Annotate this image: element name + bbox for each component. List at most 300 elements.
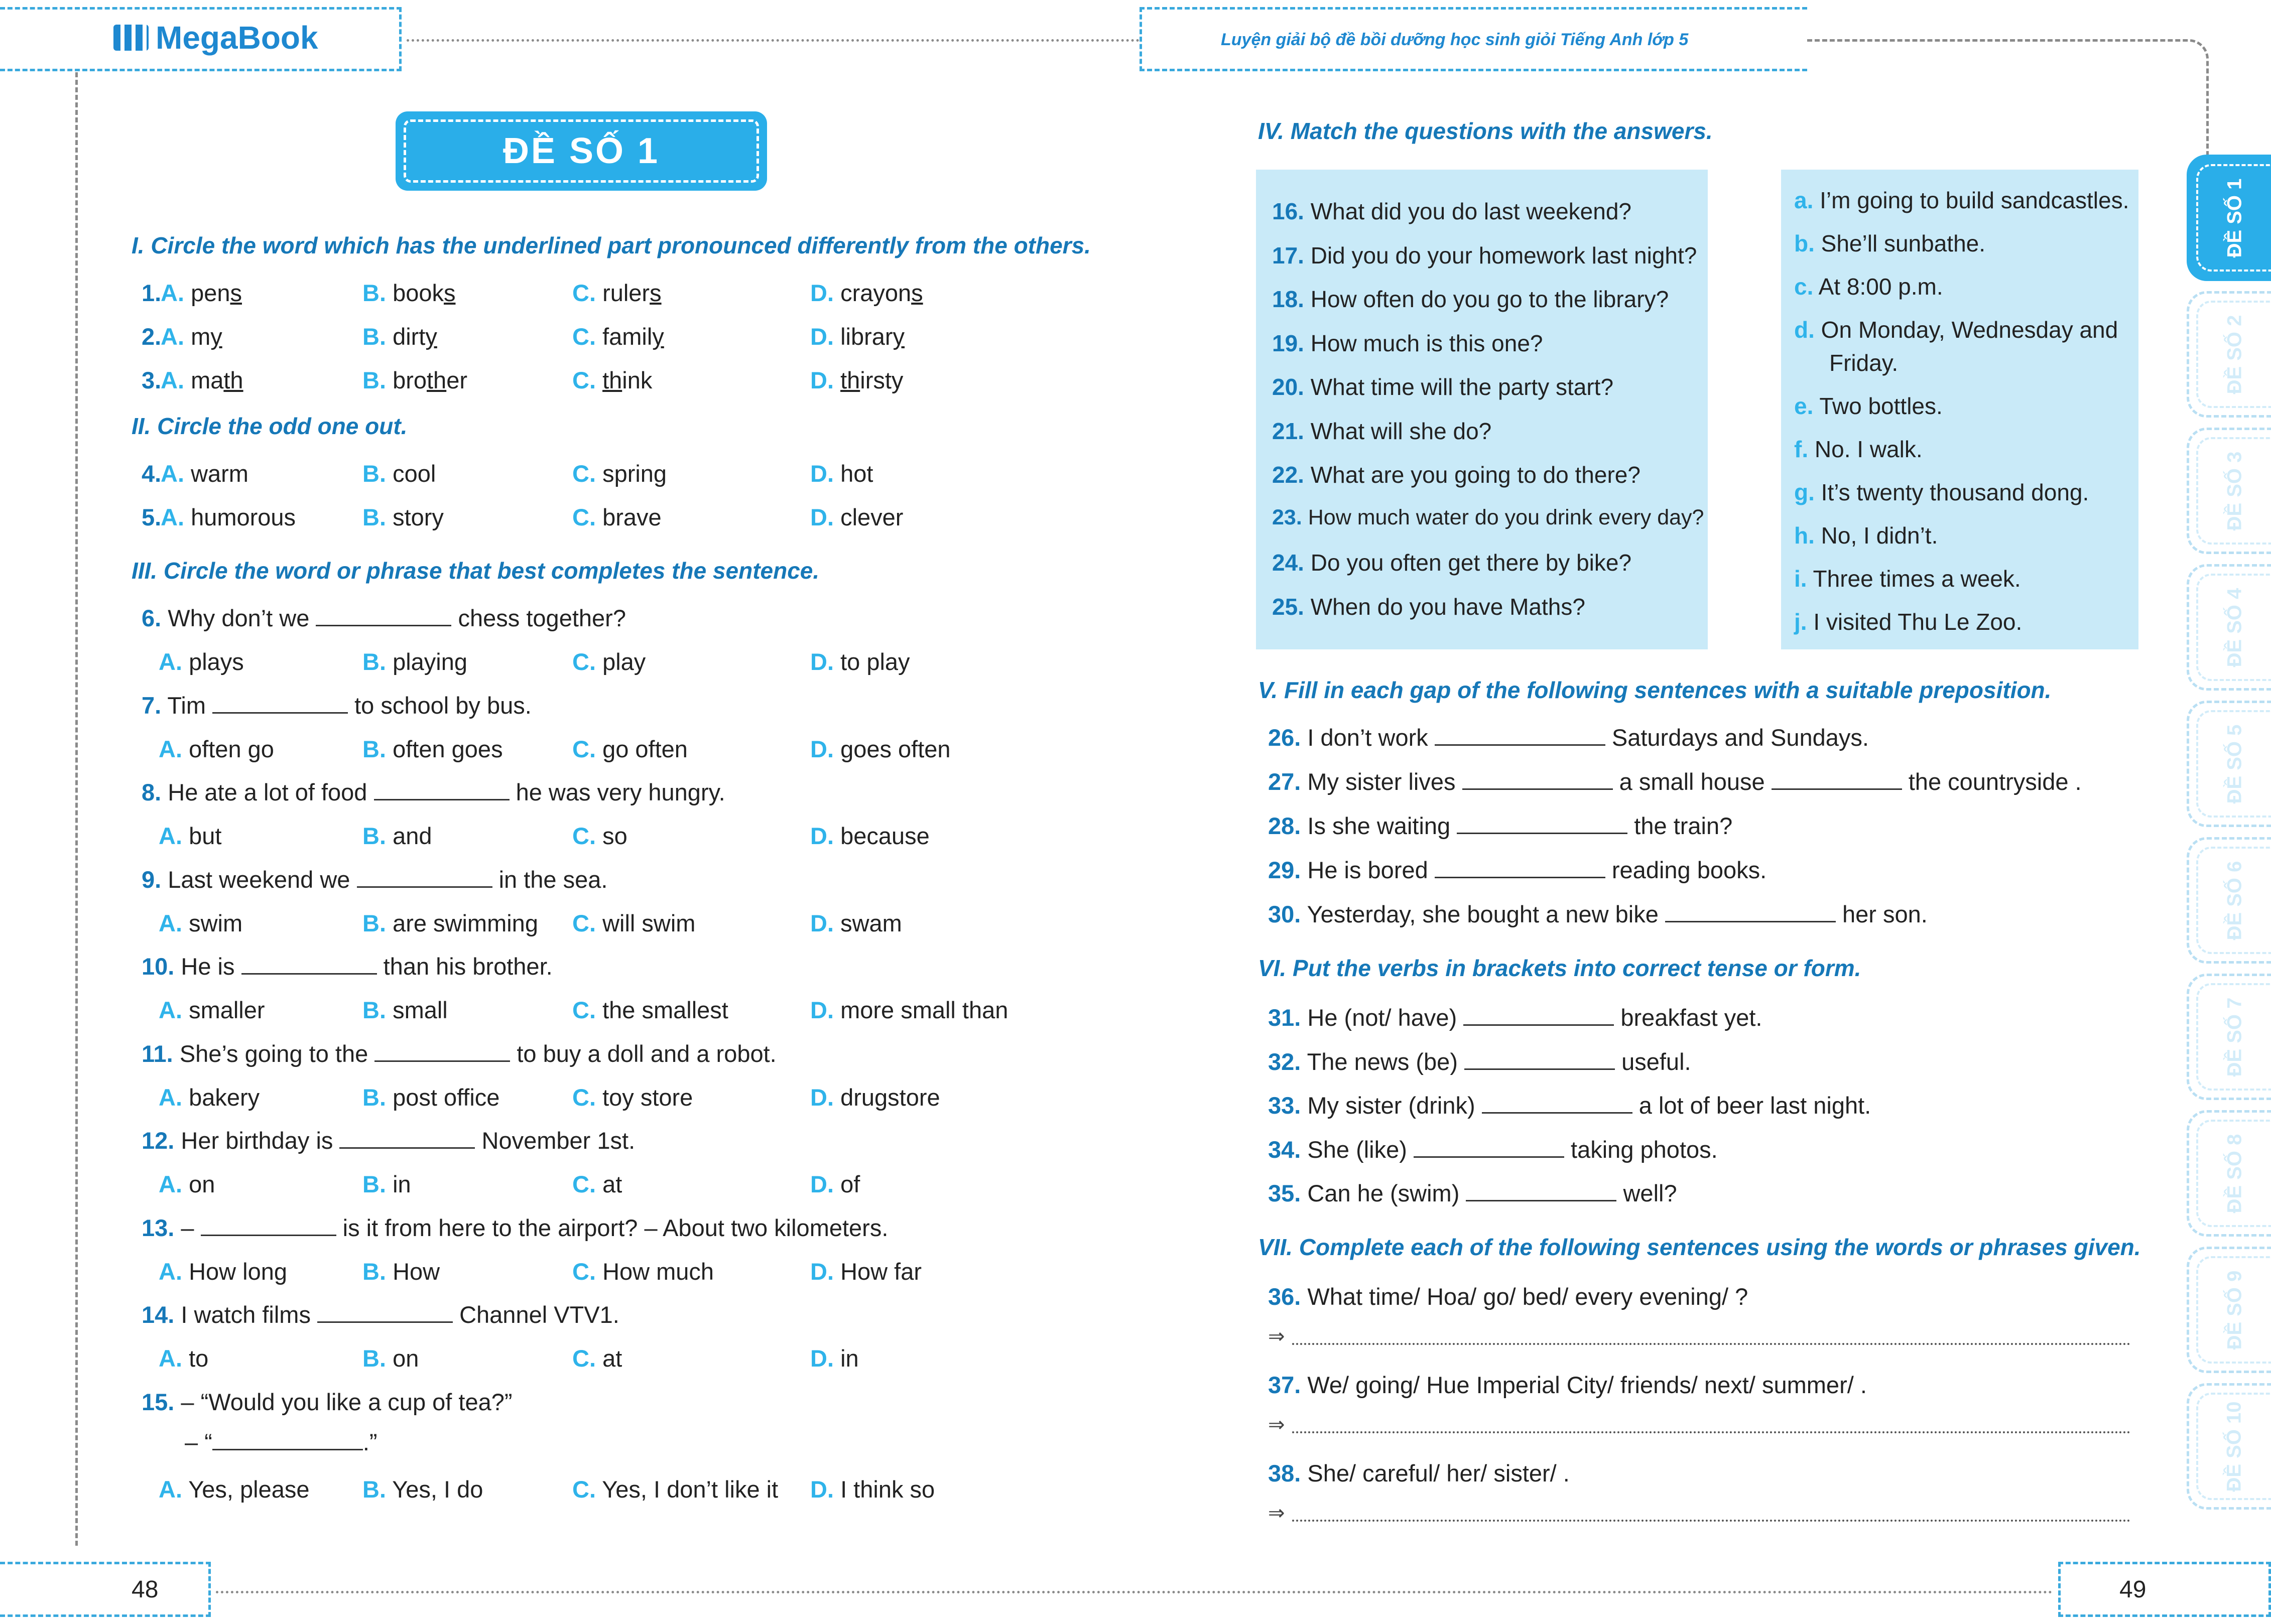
option-d[interactable] [810, 503, 903, 531]
option-b[interactable] [362, 909, 538, 937]
match-question [1272, 330, 1543, 357]
question-text: When do you have Maths? [1310, 593, 1585, 620]
question-number: 36. [1268, 1283, 1301, 1310]
option-b[interactable] [362, 822, 432, 850]
stem-text: – “Would you like a cup of tea?” [181, 1389, 513, 1415]
option-text: and [393, 823, 432, 849]
word-part: er [446, 367, 467, 393]
question-stem [1268, 856, 1767, 884]
question-number: 14. [142, 1301, 175, 1328]
question-number: 12. [142, 1127, 175, 1154]
tab-exam-8[interactable] [2187, 1110, 2271, 1237]
answer-blank[interactable] [1772, 788, 1902, 790]
stem-text: Can he (swim) [1307, 1180, 1460, 1206]
option-a[interactable] [161, 366, 243, 394]
option-c[interactable] [572, 996, 728, 1024]
question-text: How much is this one? [1310, 330, 1543, 356]
match-question [1272, 505, 1704, 530]
question-number: 9. [142, 866, 162, 893]
option-b[interactable] [362, 735, 503, 763]
answer-blank[interactable] [1435, 877, 1605, 878]
tab-exam-5[interactable] [2187, 701, 2271, 827]
answer-blank[interactable] [357, 886, 492, 888]
arrow-icon: ⇒ [1268, 1414, 1285, 1436]
stem-text: I don’t work [1307, 724, 1428, 751]
tab-exam-2[interactable] [2187, 291, 2271, 418]
question-stem [1268, 1283, 1748, 1310]
answer-letter: h. [1794, 522, 1815, 549]
option-letter: D. [810, 323, 834, 350]
question-stem [142, 1214, 888, 1242]
option-a[interactable] [159, 648, 244, 675]
option-text: How far [840, 1258, 922, 1285]
match-answer [1794, 565, 2021, 592]
question-number: 18. [1272, 286, 1304, 312]
tab-label: ĐỀ SỐ 7 [2223, 997, 2245, 1076]
section-2-heading: II. Circle the odd one out. [132, 413, 408, 439]
option-letter: B. [362, 504, 386, 530]
option-d[interactable] [810, 1170, 860, 1198]
option-letter: A. [161, 323, 184, 350]
option-a[interactable] [159, 822, 221, 850]
answer-line[interactable] [1268, 1502, 2130, 1525]
question-number: 24. [1272, 550, 1304, 576]
tab-exam-1[interactable] [2187, 155, 2271, 281]
question-number: 38. [1268, 1460, 1301, 1486]
option-letter: A. [159, 648, 182, 675]
stem-text: Yesterday, she bought a new bike [1307, 901, 1659, 927]
option-a[interactable] [161, 323, 222, 350]
tab-frame [2196, 710, 2271, 818]
option-text: playing [393, 648, 468, 675]
question-stem [142, 1388, 513, 1416]
option-a[interactable] [161, 503, 296, 531]
stem-text: We/ going/ Hue Imperial City/ friends/ next/ summer/ . [1307, 1372, 1867, 1398]
answer-blank[interactable] [1665, 921, 1836, 922]
option-letter: D. [810, 823, 834, 849]
option-text: How much [602, 1258, 714, 1285]
answer-blank[interactable] [212, 712, 348, 714]
option-d[interactable] [810, 822, 930, 850]
question-number: 28. [1268, 813, 1301, 839]
word-part: dirt [393, 323, 426, 350]
option-letter: D. [810, 504, 834, 530]
question-number: 33. [1268, 1092, 1301, 1119]
tab-exam-10[interactable] [2187, 1383, 2271, 1510]
stem-text: Channel VTV1. [459, 1301, 619, 1328]
stem-text: her son. [1842, 901, 1928, 927]
option-a[interactable] [159, 1475, 310, 1503]
answer-blank[interactable] [241, 973, 377, 975]
match-question [1272, 418, 1491, 445]
tab-label: ĐỀ SỐ 3 [2223, 451, 2245, 530]
stem-text: taking photos. [1571, 1136, 1718, 1163]
answer-blank[interactable] [374, 799, 510, 800]
underlined-part: y [893, 323, 905, 350]
answer-letter: i. [1794, 566, 1807, 592]
option-text: at [602, 1171, 622, 1197]
option-c[interactable] [572, 460, 667, 487]
stem-text: the train? [1634, 813, 1733, 839]
option-text: often goes [393, 735, 503, 762]
stem-text: to buy a doll and a robot. [517, 1040, 777, 1067]
question-number: 21. [1272, 418, 1304, 444]
option-text: goes often [840, 735, 951, 762]
stem-text: chess together? [458, 605, 626, 631]
option-letter: C. [572, 997, 596, 1023]
option-letter: C. [572, 1258, 596, 1285]
option-letter: D. [810, 460, 834, 487]
option-letter: B. [362, 460, 386, 487]
title-badge-frame [404, 119, 759, 183]
option-text: of [840, 1171, 860, 1197]
option-letter: B. [362, 735, 386, 762]
stem-text: breakfast yet. [1620, 1004, 1762, 1031]
option-a[interactable] [159, 735, 274, 763]
question-text: What did you do last weekend? [1310, 198, 1632, 224]
option-letter: D. [810, 1171, 834, 1197]
option-text: so [602, 823, 627, 849]
word-part: ruler [602, 280, 650, 306]
dotted-fill [1292, 1507, 2130, 1522]
match-answer [1794, 187, 2129, 214]
option-c[interactable] [572, 1170, 622, 1198]
exam-title: ĐỀ SỐ 1 [502, 131, 660, 171]
stem-text: Saturdays and Sundays. [1611, 724, 1869, 751]
match-question [1272, 373, 1613, 400]
answer-letter: j. [1794, 609, 1807, 635]
left-footer-box [0, 1562, 211, 1617]
question-stem [142, 604, 626, 632]
answer-blank[interactable] [1462, 788, 1613, 790]
underlined-part: s [650, 280, 662, 306]
stem-text: – [181, 1214, 194, 1241]
answer-blank[interactable] [1466, 1200, 1616, 1201]
option-letter: C. [572, 909, 596, 936]
option-letter: D. [810, 1476, 834, 1503]
word-part: bro [393, 367, 427, 393]
option-c[interactable] [572, 909, 695, 937]
option-a[interactable] [159, 1344, 208, 1372]
answer-line [185, 1428, 377, 1456]
option-b[interactable] [362, 1344, 419, 1372]
question-stem [142, 1301, 619, 1328]
option-d[interactable] [810, 279, 923, 307]
page-number-right: 49 [2119, 1576, 2147, 1603]
underlined-part: th [602, 367, 622, 393]
tab-label: ĐỀ SỐ 8 [2223, 1134, 2245, 1213]
right-footer-box [2058, 1562, 2271, 1617]
option-c[interactable] [572, 1084, 693, 1111]
tab-label: ĐỀ SỐ 1 [2223, 178, 2245, 257]
tab-frame [2196, 1393, 2271, 1500]
question-stem [1268, 1004, 1762, 1031]
option-b[interactable] [362, 323, 437, 350]
option-c[interactable] [572, 735, 688, 763]
stem-text: My sister (drink) [1307, 1092, 1475, 1119]
option-d[interactable] [810, 366, 903, 394]
option-text: swim [189, 909, 243, 936]
question-stem [142, 1040, 777, 1067]
option-text: brave [602, 504, 662, 530]
option-letter: B. [362, 323, 386, 350]
option-letter: B. [362, 1084, 386, 1111]
title-badge [396, 111, 767, 191]
option-text: cool [393, 460, 436, 487]
stem-text: He (not/ have) [1307, 1004, 1457, 1031]
option-d[interactable] [810, 1258, 922, 1285]
option-a[interactable] [159, 1170, 215, 1198]
option-letter: A. [159, 909, 182, 936]
option-letter: A. [159, 823, 182, 849]
option-b[interactable] [362, 648, 467, 675]
underlined-part: s [230, 280, 242, 306]
stem-text: Is she waiting [1307, 813, 1451, 839]
option-text: drugstore [840, 1084, 940, 1111]
stem-text: .” [362, 1429, 377, 1455]
option-c[interactable] [572, 323, 664, 350]
tab-frame [2196, 301, 2271, 408]
option-text: play [602, 648, 646, 675]
question-number: 10. [142, 953, 175, 980]
question-text: What are you going to do there? [1310, 462, 1641, 488]
underlined-part: th [427, 367, 447, 393]
option-letter: A. [159, 997, 182, 1023]
option-letter: C. [572, 280, 596, 306]
option-d[interactable] [810, 909, 902, 937]
stem-text: November 1st. [481, 1127, 636, 1154]
arrow-icon: ⇒ [1268, 1502, 1285, 1524]
tab-exam-7[interactable] [2187, 974, 2271, 1100]
option-text: spring [602, 460, 667, 487]
question-number: 6. [142, 605, 162, 631]
answer-text: She’ll sunbathe. [1821, 230, 1986, 256]
answer-blank[interactable] [1463, 1024, 1614, 1026]
option-letter: B. [362, 823, 386, 849]
tab-frame [2196, 847, 2271, 954]
word-part: pen [191, 280, 230, 306]
stem-text: She/ careful/ her/ sister/ . [1307, 1460, 1570, 1486]
question-number: 5. [142, 504, 162, 530]
stem-text: in the sea. [498, 866, 608, 893]
answer-blank[interactable] [1464, 1068, 1615, 1070]
option-letter: C. [572, 1345, 596, 1372]
option-a[interactable] [159, 996, 265, 1024]
option-letter: B. [362, 648, 386, 675]
option-c[interactable] [572, 366, 652, 394]
answer-text: On Monday, Wednesday and [1821, 317, 2118, 343]
question-number: 7. [142, 692, 162, 719]
option-letter: C. [572, 460, 596, 487]
question-number: 16. [1272, 198, 1304, 224]
question-stem [1268, 900, 1928, 928]
option-d[interactable] [810, 1084, 940, 1111]
option-b[interactable] [362, 1084, 499, 1111]
question-number: 34. [1268, 1136, 1301, 1163]
match-question [1272, 242, 1697, 269]
option-a[interactable] [159, 1084, 260, 1111]
option-text: are swimming [393, 909, 538, 936]
tab-label: ĐỀ SỐ 4 [2223, 588, 2245, 667]
option-d[interactable] [810, 996, 1008, 1024]
question-stem [1268, 768, 2082, 795]
question-stem [1268, 1136, 1718, 1163]
tab-frame [2196, 164, 2271, 272]
option-text: hot [840, 460, 873, 487]
left-margin-line [75, 72, 78, 1546]
question-number: 17. [1272, 242, 1304, 268]
word-part: irsty [860, 367, 904, 393]
answer-blank[interactable] [212, 1449, 363, 1450]
word-part: crayon [840, 280, 912, 306]
option-a[interactable] [161, 279, 242, 307]
option-letter: A. [159, 1345, 182, 1372]
option-text: Yes, I don’t like it [602, 1476, 779, 1503]
stem-text: She’s going to the [179, 1040, 368, 1067]
question-number: 3. [142, 367, 162, 393]
option-c[interactable] [572, 503, 662, 531]
answer-blank[interactable] [201, 1235, 336, 1236]
tab-exam-9[interactable] [2187, 1247, 2271, 1373]
question-stem [1268, 1371, 1867, 1399]
tab-frame [2196, 1256, 2271, 1364]
option-b[interactable] [362, 279, 455, 307]
dotted-fill [1292, 1330, 2130, 1345]
option-b[interactable] [362, 1170, 411, 1198]
option-a[interactable] [159, 909, 242, 937]
option-letter: B. [362, 1476, 386, 1503]
series-title: Luyện giải bộ đề bồi dưỡng học sinh giỏi Tiếng Anh lớp 5 [1221, 30, 1689, 49]
answer-text: At 8:00 p.m. [1818, 274, 1943, 300]
word-part: ma [191, 367, 224, 393]
option-d[interactable] [810, 323, 905, 350]
answer-line[interactable] [1268, 1413, 2130, 1436]
logo-mark-icon [113, 25, 149, 51]
option-letter: D. [810, 1345, 834, 1372]
question-number: 35. [1268, 1180, 1301, 1206]
stem-text: She (like) [1307, 1136, 1407, 1163]
stem-text: The news (be) [1307, 1048, 1458, 1075]
arrow-icon: ⇒ [1268, 1325, 1285, 1347]
option-a[interactable] [159, 1258, 287, 1285]
question-number: 22. [1272, 462, 1304, 488]
option-letter: D. [810, 280, 834, 306]
tab-exam-3[interactable] [2187, 428, 2271, 554]
option-b[interactable] [362, 996, 448, 1024]
option-b[interactable] [362, 366, 467, 394]
option-letter: A. [161, 460, 184, 487]
option-d[interactable] [810, 460, 873, 487]
option-b[interactable] [362, 460, 436, 487]
option-text: to [189, 1345, 209, 1372]
option-letter: D. [810, 997, 834, 1023]
stem-text: he was very hungry. [516, 779, 725, 805]
answer-line[interactable] [1268, 1325, 2130, 1348]
answer-blank[interactable] [317, 1321, 453, 1323]
option-c[interactable] [572, 1344, 622, 1372]
option-letter: C. [572, 1171, 596, 1197]
option-d[interactable] [810, 648, 910, 675]
answer-blank[interactable] [339, 1147, 475, 1149]
answer-blank[interactable] [316, 625, 451, 626]
option-b[interactable] [362, 1475, 483, 1503]
option-text: post office [393, 1084, 500, 1111]
question-stem [142, 1127, 635, 1154]
underlined-part: s [443, 280, 456, 306]
answer-blank[interactable] [1482, 1112, 1632, 1114]
answer-blank[interactable] [374, 1060, 510, 1062]
option-letter: B. [362, 1258, 386, 1285]
option-letter: D. [810, 909, 834, 936]
question-number: 29. [1268, 857, 1301, 883]
option-b[interactable] [362, 503, 444, 531]
option-letter: D. [810, 367, 834, 393]
option-d[interactable] [810, 1475, 935, 1503]
word-part: m [191, 323, 211, 350]
question-number: 15. [142, 1389, 175, 1415]
option-a[interactable] [161, 460, 248, 487]
answer-blank[interactable] [1435, 744, 1605, 746]
question-number: 31. [1268, 1004, 1301, 1031]
option-c[interactable] [572, 1258, 714, 1285]
option-letter: A. [159, 1476, 182, 1503]
header-dotted-rule [407, 39, 1140, 42]
question-stem [142, 866, 607, 893]
option-text: How [393, 1258, 440, 1285]
answer-blank[interactable] [1457, 833, 1627, 834]
option-letter: B. [362, 997, 386, 1023]
option-letter: C. [572, 323, 596, 350]
question-number: 19. [1272, 330, 1304, 356]
tab-exam-4[interactable] [2187, 564, 2271, 691]
option-text: Yes, I do [392, 1476, 483, 1503]
tab-label: ĐỀ SỐ 9 [2223, 1270, 2245, 1349]
option-letter: B. [362, 367, 386, 393]
option-letter: C. [572, 1084, 596, 1111]
stem-text: – “ [185, 1429, 212, 1455]
footer-dotted-rule [216, 1591, 2053, 1593]
option-c[interactable] [572, 648, 646, 675]
option-c[interactable] [572, 279, 662, 307]
option-d[interactable] [810, 735, 951, 763]
stem-text: is it from here to the airport? – About two kilometers. [342, 1214, 889, 1241]
option-text: story [393, 504, 444, 530]
answer-blank[interactable] [1414, 1156, 1564, 1158]
option-letter: B. [362, 280, 386, 306]
option-text: in [840, 1345, 859, 1372]
stem-text: to school by bus. [354, 692, 532, 719]
question-number: 13. [142, 1214, 175, 1241]
stem-text: Why don’t we [168, 605, 310, 631]
option-c[interactable] [572, 822, 627, 850]
option-letter: A. [161, 367, 184, 393]
stem-text: the countryside . [1908, 768, 2082, 795]
stem-text: a small house [1619, 768, 1765, 795]
section-5-heading: V. Fill in each gap of the following sentences with a suitable preposition. [1258, 677, 2052, 703]
question-number: 27. [1268, 768, 1301, 795]
stem-text: He is bored [1307, 857, 1428, 883]
section-3-heading: III. Circle the word or phrase that best completes the sentence. [132, 558, 820, 584]
option-b[interactable] [362, 1258, 440, 1285]
question-text: Did you do your homework last night? [1310, 242, 1697, 268]
option-d[interactable] [810, 1344, 859, 1372]
word-part: famil [602, 323, 653, 350]
question-number: 25. [1272, 593, 1304, 620]
option-c[interactable] [572, 1475, 778, 1503]
tab-exam-6[interactable] [2187, 837, 2271, 964]
match-question [1272, 286, 1669, 313]
question-stem [142, 778, 725, 806]
